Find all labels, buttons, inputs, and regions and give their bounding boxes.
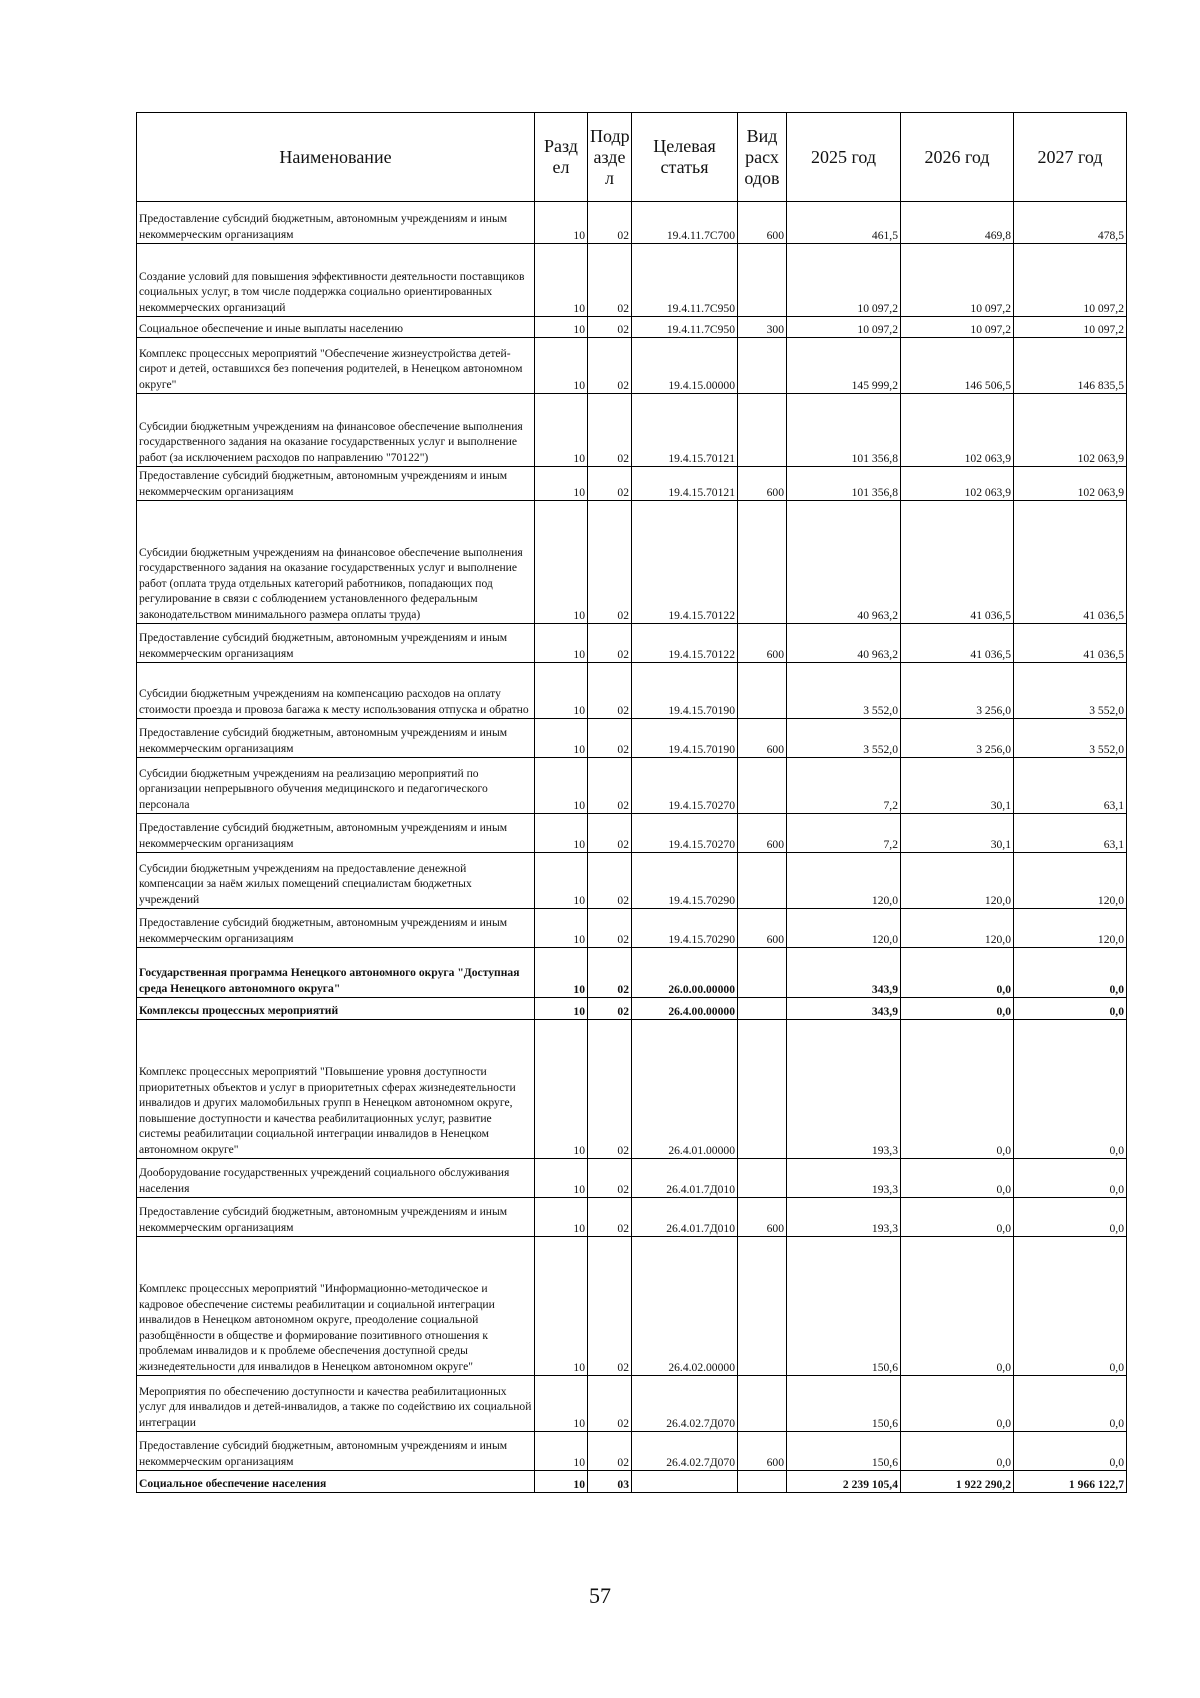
cell-expense-type: [738, 998, 787, 1020]
cell-section: 10: [535, 394, 588, 467]
cell-2026: 120,0: [901, 909, 1014, 948]
cell-2027: 10 097,2: [1014, 317, 1127, 338]
cell-target: 26.4.00.00000: [632, 998, 738, 1020]
cell-name: Предоставление субсидий бюджетным, автономным учреждениям и иным некоммерческим организациям: [137, 1432, 535, 1471]
cell-2026: 10 097,2: [901, 244, 1014, 317]
cell-name: Предоставление субсидий бюджетным, автономным учреждениям и иным некоммерческим организациям: [137, 624, 535, 663]
cell-name: Предоставление субсидий бюджетным, автономным учреждениям и иным некоммерческим организациям: [137, 1198, 535, 1237]
header-name: Наименование: [137, 113, 535, 202]
cell-subsection: 02: [588, 719, 632, 758]
cell-name: Предоставление субсидий бюджетным, автономным учреждениям и иным некоммерческим организациям: [137, 202, 535, 244]
table-row: [137, 758, 1127, 814]
cell-name: Субсидии бюджетным учреждениям на финансовое обеспечение выполнения государственного задания на оказание государственных услуг и выполнение работ (за исключением расходов по направлению "70122"): [137, 394, 535, 467]
cell-expense-type: 600: [738, 814, 787, 853]
table-row: [137, 202, 1127, 244]
cell-expense-type: [738, 1471, 787, 1493]
cell-name: Субсидии бюджетным учреждениям на финансовое обеспечение выполнения государственного задания на оказание государственных услуг и выполнение работ (оплата труда отдельных категорий работников, попадающих под регулирование в связи с соблюдением установленного федеральным законодательством минимального размера оплаты труда): [137, 501, 535, 624]
cell-name: Субсидии бюджетным учреждениям на предоставление денежной компенсации за наём жилых помещений специалистам бюджетных учреждений: [137, 853, 535, 909]
table-body: [137, 202, 1127, 1493]
cell-subsection: 02: [588, 338, 632, 394]
cell-subsection: 02: [588, 853, 632, 909]
table-row: [137, 1198, 1127, 1237]
table-row: [137, 1376, 1127, 1432]
cell-section: 10: [535, 1020, 588, 1159]
cell-2026: 469,8: [901, 202, 1014, 244]
cell-section: 10: [535, 501, 588, 624]
header-2027: 2027 год: [1014, 113, 1127, 202]
table-row: [137, 853, 1127, 909]
cell-name: Предоставление субсидий бюджетным, автономным учреждениям и иным некоммерческим организациям: [137, 814, 535, 853]
cell-target: 19.4.15.70190: [632, 719, 738, 758]
header-2026: 2026 год: [901, 113, 1014, 202]
cell-2026: 0,0: [901, 1376, 1014, 1432]
cell-2026: 0,0: [901, 1432, 1014, 1471]
cell-section: 10: [535, 467, 588, 501]
cell-subsection: 02: [588, 909, 632, 948]
cell-2027: 63,1: [1014, 814, 1127, 853]
cell-name: Предоставление субсидий бюджетным, автономным учреждениям и иным некоммерческим организациям: [137, 909, 535, 948]
cell-target: 19.4.15.70290: [632, 853, 738, 909]
cell-target: 26.4.01.00000: [632, 1020, 738, 1159]
cell-2027: 102 063,9: [1014, 467, 1127, 501]
cell-subsection: 02: [588, 317, 632, 338]
cell-name: Социальное обеспечение и иные выплаты населению: [137, 317, 535, 338]
header-section: Разд ел: [535, 113, 588, 202]
cell-section: 10: [535, 1376, 588, 1432]
cell-name: Комплекс процессных мероприятий "Обеспечение жизнеустройства детей-сирот и детей, оставшихся без попечения родителей, в Ненецком автономном округе": [137, 338, 535, 394]
cell-2027: 0,0: [1014, 998, 1127, 1020]
cell-target: 26.4.01.7Д010: [632, 1198, 738, 1237]
cell-2026: 0,0: [901, 998, 1014, 1020]
table-row: [137, 1020, 1127, 1159]
cell-subsection: 02: [588, 467, 632, 501]
cell-name: Создание условий для повышения эффективности деятельности поставщиков социальных услуг, в том числе поддержка социально ориентированных некоммерческих организаций: [137, 244, 535, 317]
cell-name: Комплекс процессных мероприятий "Информационно-методическое и кадровое обеспечение системы реабилитации и социальной интеграции инвалидов в Ненецком автономном округе, преодоление социальной разобщённости в обществе и формирование позитивного отношения к проблемам инвалидов и к проблеме обеспечения доступной среды жизнедеятельности для инвалидов в Ненецком автономном округе": [137, 1237, 535, 1376]
header-expense-type: Вид расх одов: [738, 113, 787, 202]
cell-2027: 1 966 122,7: [1014, 1471, 1127, 1493]
cell-2026: 102 063,9: [901, 394, 1014, 467]
table-row: [137, 719, 1127, 758]
cell-2027: 0,0: [1014, 1020, 1127, 1159]
header-2025: 2025 год: [787, 113, 901, 202]
cell-target: 19.4.11.7С950: [632, 244, 738, 317]
cell-expense-type: [738, 1376, 787, 1432]
cell-2027: 0,0: [1014, 1237, 1127, 1376]
cell-2027: 0,0: [1014, 1198, 1127, 1237]
cell-section: 10: [535, 998, 588, 1020]
table-row: [137, 1237, 1127, 1376]
cell-section: 10: [535, 202, 588, 244]
cell-target: 19.4.15.70122: [632, 501, 738, 624]
cell-target: 19.4.15.70290: [632, 909, 738, 948]
cell-2025: 150,6: [787, 1237, 901, 1376]
cell-expense-type: 600: [738, 909, 787, 948]
cell-2026: 30,1: [901, 814, 1014, 853]
cell-expense-type: [738, 1237, 787, 1376]
cell-2026: 0,0: [901, 1020, 1014, 1159]
table-row: [137, 1159, 1127, 1198]
cell-subsection: 02: [588, 758, 632, 814]
cell-2025: 193,3: [787, 1020, 901, 1159]
cell-2026: 30,1: [901, 758, 1014, 814]
cell-expense-type: 600: [738, 202, 787, 244]
cell-target: 26.4.02.7Д070: [632, 1432, 738, 1471]
cell-2026: 10 097,2: [901, 317, 1014, 338]
cell-expense-type: [738, 1159, 787, 1198]
cell-expense-type: [738, 948, 787, 998]
cell-expense-type: [738, 394, 787, 467]
cell-2025: 343,9: [787, 998, 901, 1020]
cell-2026: 0,0: [901, 1237, 1014, 1376]
cell-name: Предоставление субсидий бюджетным, автономным учреждениям и иным некоммерческим организациям: [137, 719, 535, 758]
table-row: [137, 814, 1127, 853]
table-row: [137, 909, 1127, 948]
cell-expense-type: [738, 501, 787, 624]
cell-name: Предоставление субсидий бюджетным, автономным учреждениям и иным некоммерческим организациям: [137, 467, 535, 501]
cell-section: 10: [535, 317, 588, 338]
cell-2025: 343,9: [787, 948, 901, 998]
table-row: [137, 624, 1127, 663]
cell-2027: 120,0: [1014, 853, 1127, 909]
cell-expense-type: 600: [738, 1198, 787, 1237]
cell-target: 19.4.15.70270: [632, 814, 738, 853]
budget-table-container: [136, 112, 1126, 1493]
cell-section: 10: [535, 1432, 588, 1471]
cell-2025: 150,6: [787, 1376, 901, 1432]
page-number: 57: [589, 1583, 611, 1608]
cell-2025: 101 356,8: [787, 467, 901, 501]
cell-section: 10: [535, 948, 588, 998]
cell-name: Социальное обеспечение населения: [137, 1471, 535, 1493]
cell-2026: 3 256,0: [901, 663, 1014, 719]
cell-subsection: 02: [588, 202, 632, 244]
cell-target: 19.4.15.70270: [632, 758, 738, 814]
cell-2025: 10 097,2: [787, 317, 901, 338]
cell-section: 10: [535, 244, 588, 317]
cell-expense-type: 300: [738, 317, 787, 338]
cell-subsection: 02: [588, 1237, 632, 1376]
cell-section: 10: [535, 853, 588, 909]
cell-target: 19.4.15.70121: [632, 467, 738, 501]
cell-2027: 3 552,0: [1014, 719, 1127, 758]
cell-expense-type: [738, 244, 787, 317]
cell-2026: 0,0: [901, 1198, 1014, 1237]
cell-subsection: 02: [588, 394, 632, 467]
cell-target: 19.4.15.00000: [632, 338, 738, 394]
cell-2026: 146 506,5: [901, 338, 1014, 394]
cell-section: 10: [535, 909, 588, 948]
cell-subsection: 03: [588, 1471, 632, 1493]
cell-section: 10: [535, 338, 588, 394]
cell-2025: 461,5: [787, 202, 901, 244]
cell-expense-type: [738, 1020, 787, 1159]
cell-2025: 150,6: [787, 1432, 901, 1471]
cell-2027: 0,0: [1014, 948, 1127, 998]
cell-section: 10: [535, 1159, 588, 1198]
cell-expense-type: 600: [738, 1432, 787, 1471]
cell-2025: 40 963,2: [787, 501, 901, 624]
cell-2025: 3 552,0: [787, 719, 901, 758]
cell-subsection: 02: [588, 998, 632, 1020]
cell-section: 10: [535, 1237, 588, 1376]
cell-2027: 0,0: [1014, 1432, 1127, 1471]
cell-2025: 7,2: [787, 814, 901, 853]
cell-2026: 0,0: [901, 948, 1014, 998]
cell-target: 26.4.02.7Д070: [632, 1376, 738, 1432]
table-row: [137, 317, 1127, 338]
cell-name: Комплексы процессных мероприятий: [137, 998, 535, 1020]
cell-2025: 145 999,2: [787, 338, 901, 394]
cell-2025: 2 239 105,4: [787, 1471, 901, 1493]
cell-2027: 41 036,5: [1014, 501, 1127, 624]
cell-2027: 0,0: [1014, 1376, 1127, 1432]
table-header-row: [137, 113, 1127, 202]
table-row: [137, 338, 1127, 394]
cell-target: 19.4.15.70190: [632, 663, 738, 719]
cell-2027: 0,0: [1014, 1159, 1127, 1198]
cell-2025: 101 356,8: [787, 394, 901, 467]
cell-subsection: 02: [588, 501, 632, 624]
cell-expense-type: 600: [738, 467, 787, 501]
cell-2025: 193,3: [787, 1198, 901, 1237]
cell-name: Субсидии бюджетным учреждениям на компенсацию расходов на оплату стоимости проезда и провоза багажа к месту использования отпуска и обратно: [137, 663, 535, 719]
cell-2025: 40 963,2: [787, 624, 901, 663]
cell-2026: 1 922 290,2: [901, 1471, 1014, 1493]
cell-subsection: 02: [588, 1432, 632, 1471]
cell-2025: 120,0: [787, 909, 901, 948]
cell-2027: 478,5: [1014, 202, 1127, 244]
cell-section: 10: [535, 719, 588, 758]
cell-target: 26.0.00.00000: [632, 948, 738, 998]
cell-2025: 10 097,2: [787, 244, 901, 317]
cell-2025: 120,0: [787, 853, 901, 909]
cell-2026: 0,0: [901, 1159, 1014, 1198]
cell-2027: 146 835,5: [1014, 338, 1127, 394]
cell-2026: 120,0: [901, 853, 1014, 909]
cell-target: [632, 1471, 738, 1493]
table-row: [137, 663, 1127, 719]
cell-subsection: 02: [588, 1159, 632, 1198]
cell-section: 10: [535, 624, 588, 663]
cell-expense-type: 600: [738, 624, 787, 663]
cell-subsection: 02: [588, 814, 632, 853]
cell-target: 19.4.11.7С700: [632, 202, 738, 244]
cell-2027: 63,1: [1014, 758, 1127, 814]
cell-subsection: 02: [588, 948, 632, 998]
table-row: [137, 1432, 1127, 1471]
cell-target: 19.4.11.7С950: [632, 317, 738, 338]
cell-expense-type: [738, 758, 787, 814]
cell-target: 26.4.02.00000: [632, 1237, 738, 1376]
cell-2026: 102 063,9: [901, 467, 1014, 501]
cell-target: 19.4.15.70121: [632, 394, 738, 467]
cell-name: Государственная программа Ненецкого автономного округа "Доступная среда Ненецкого автономного округа": [137, 948, 535, 998]
table-row: [137, 501, 1127, 624]
cell-2026: 41 036,5: [901, 624, 1014, 663]
cell-section: 10: [535, 758, 588, 814]
cell-section: 10: [535, 1198, 588, 1237]
cell-2027: 120,0: [1014, 909, 1127, 948]
table-row: [137, 467, 1127, 501]
cell-2026: 41 036,5: [901, 501, 1014, 624]
cell-section: 10: [535, 814, 588, 853]
cell-2025: 7,2: [787, 758, 901, 814]
table-row: [137, 1471, 1127, 1493]
cell-2027: 10 097,2: [1014, 244, 1127, 317]
cell-2025: 3 552,0: [787, 663, 901, 719]
cell-2027: 3 552,0: [1014, 663, 1127, 719]
table-row: [137, 394, 1127, 467]
cell-subsection: 02: [588, 244, 632, 317]
cell-2027: 41 036,5: [1014, 624, 1127, 663]
cell-expense-type: [738, 853, 787, 909]
table-row: [137, 948, 1127, 998]
cell-section: 10: [535, 1471, 588, 1493]
cell-target: 19.4.15.70122: [632, 624, 738, 663]
cell-subsection: 02: [588, 1376, 632, 1432]
cell-2027: 102 063,9: [1014, 394, 1127, 467]
cell-section: 10: [535, 663, 588, 719]
cell-subsection: 02: [588, 1198, 632, 1237]
cell-name: Дооборудование государственных учреждений социального обслуживания населения: [137, 1159, 535, 1198]
cell-name: Комплекс процессных мероприятий "Повышение уровня доступности приоритетных объектов и услуг в приоритетных сферах жизнедеятельности инвалидов и других маломобильных групп в Ненецком автономном округе, повышение доступности и качества реабилитационных услуг, развитие системы реабилитации социальной интеграции инвалидов в Ненецком автономном округе": [137, 1020, 535, 1159]
cell-2026: 3 256,0: [901, 719, 1014, 758]
table-row: [137, 244, 1127, 317]
cell-expense-type: [738, 663, 787, 719]
table-row: [137, 998, 1127, 1020]
cell-subsection: 02: [588, 1020, 632, 1159]
cell-2025: 193,3: [787, 1159, 901, 1198]
cell-subsection: 02: [588, 663, 632, 719]
header-subsection: Подр азде л: [588, 113, 632, 202]
cell-expense-type: [738, 338, 787, 394]
header-target: Целевая статья: [632, 113, 738, 202]
budget-table: [136, 112, 1127, 1493]
cell-subsection: 02: [588, 624, 632, 663]
cell-target: 26.4.01.7Д010: [632, 1159, 738, 1198]
cell-expense-type: 600: [738, 719, 787, 758]
cell-name: Субсидии бюджетным учреждениям на реализацию мероприятий по организации непрерывного обучения медицинского и педагогического персонала: [137, 758, 535, 814]
cell-name: Мероприятия по обеспечению доступности и качества реабилитационных услуг для инвалидов и детей-инвалидов, а также по содействию их социальной интеграции: [137, 1376, 535, 1432]
